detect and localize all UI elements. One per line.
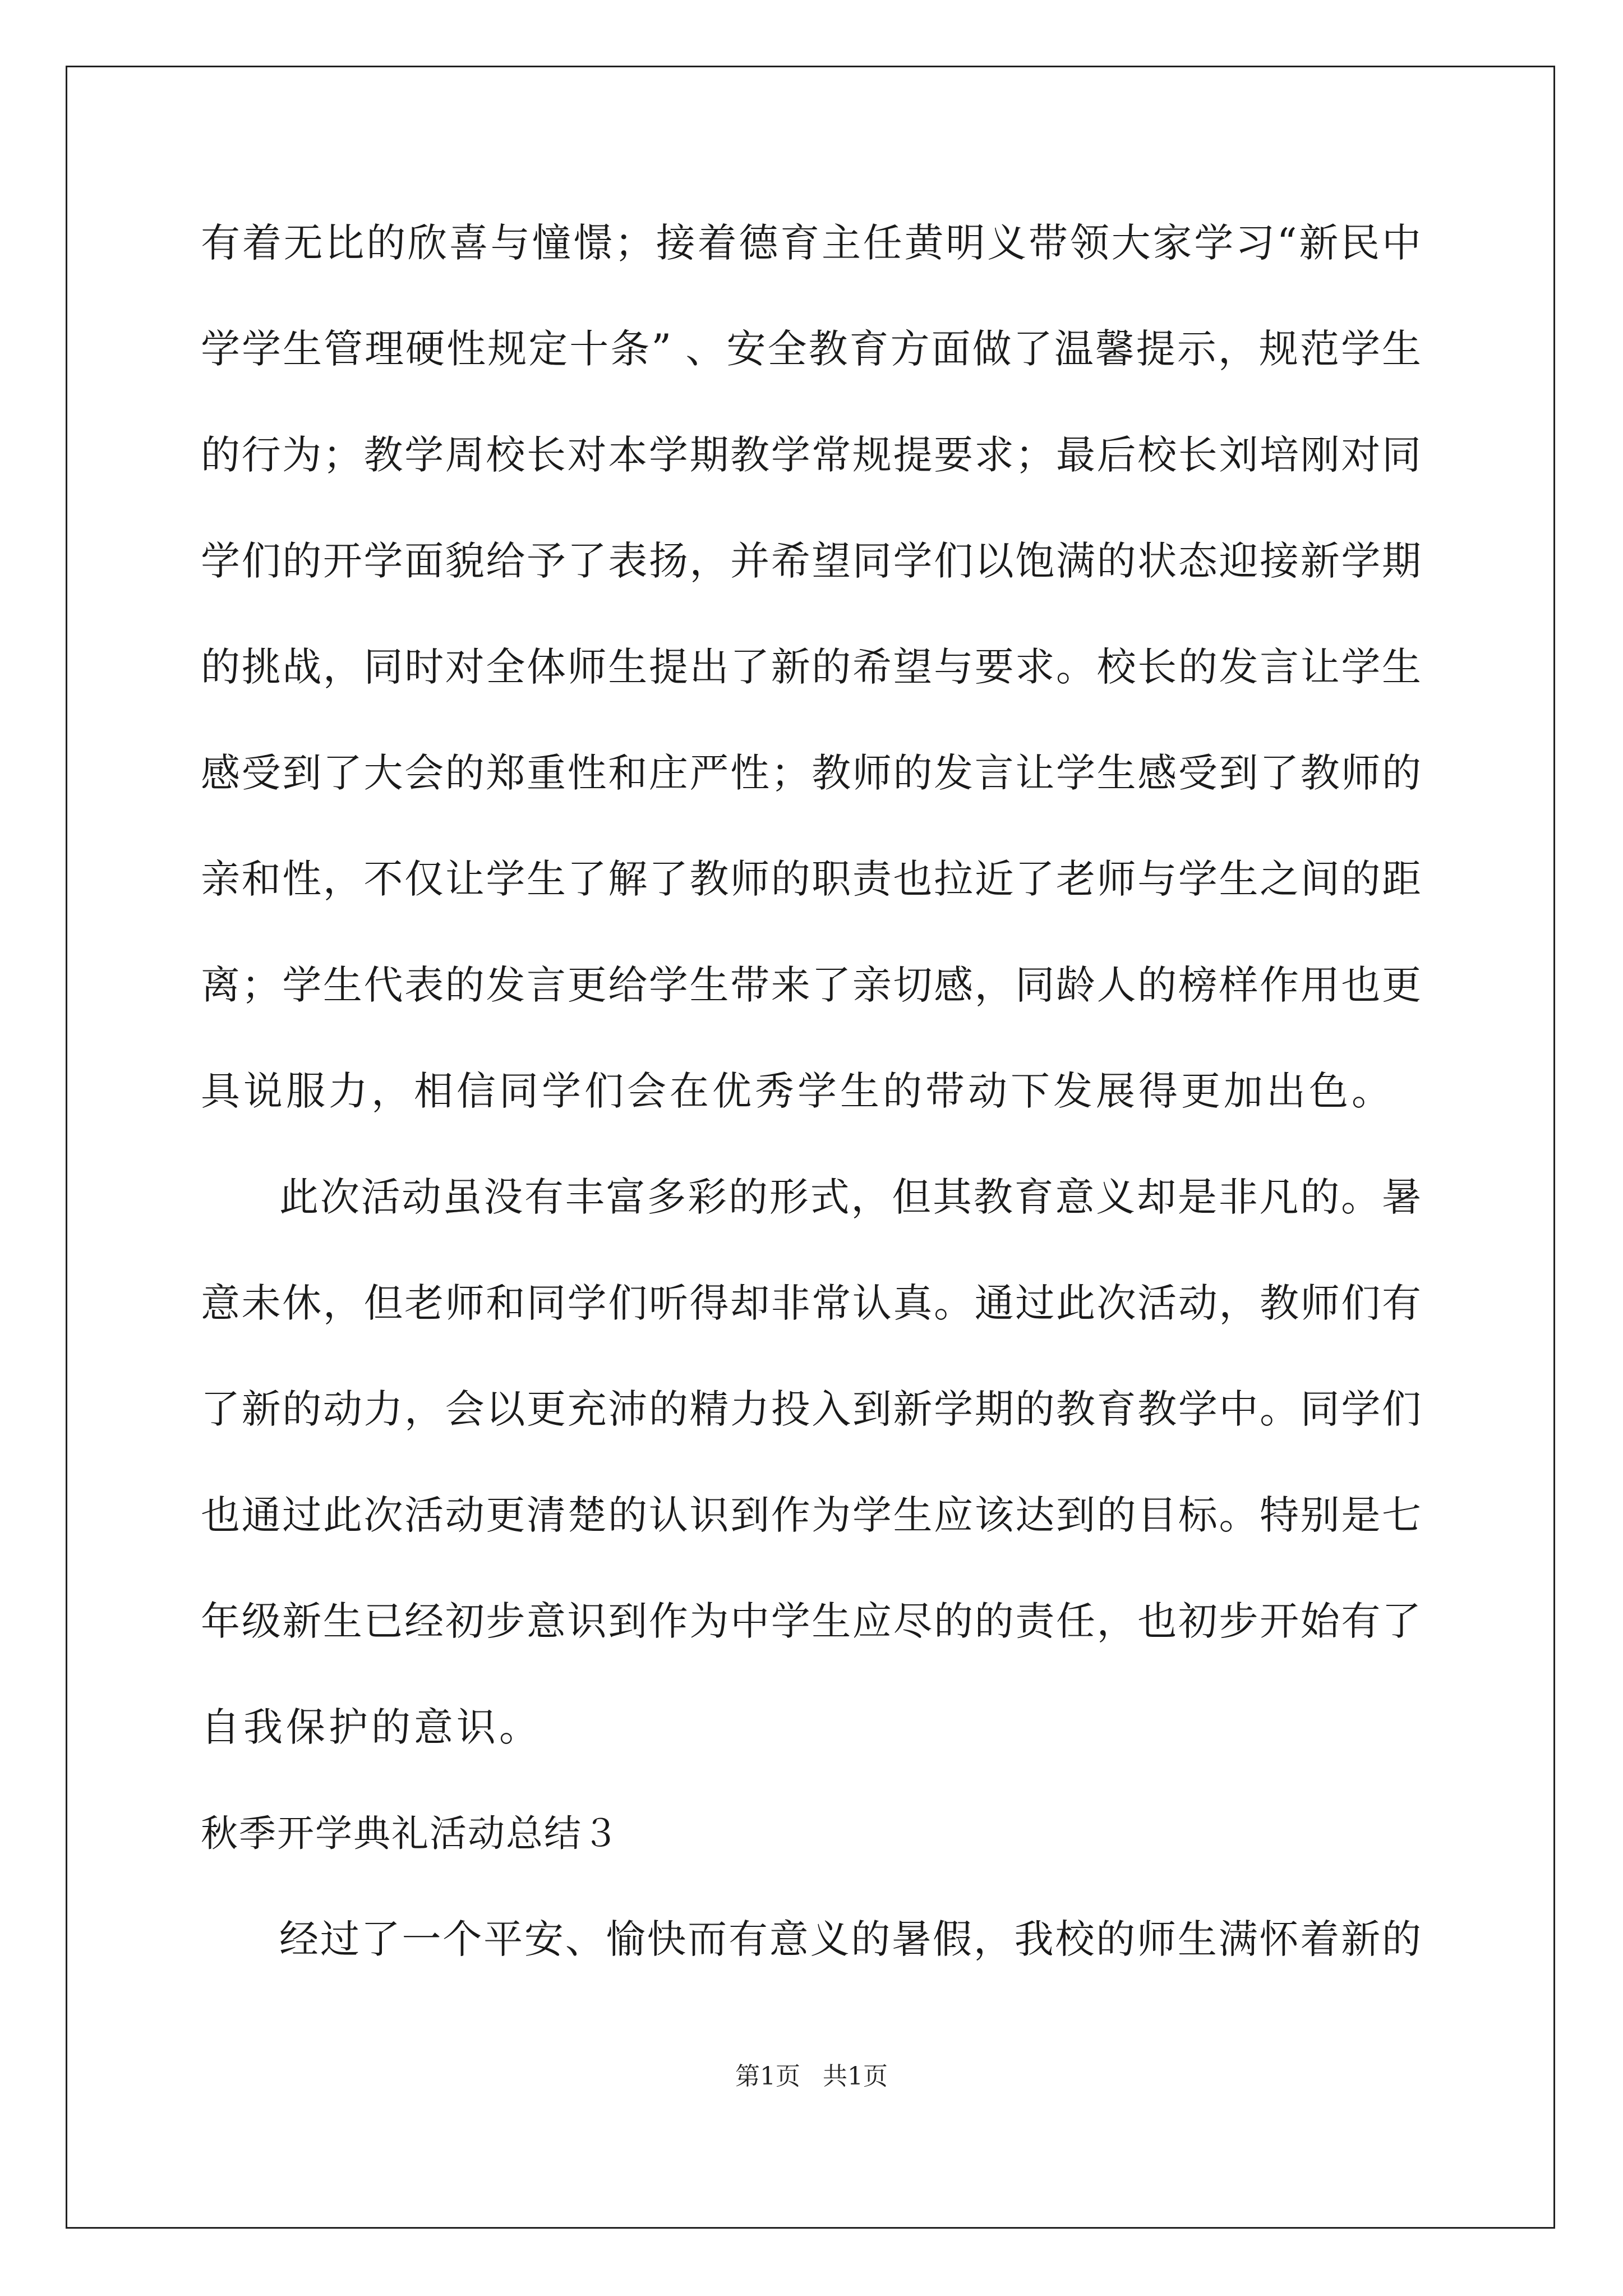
text-line: 也通过此次活动更清楚的认识到作为学生应该达到的目标。特别是七 (201, 1492, 1421, 1538)
text-line: 的行为；教学周校长对本学期教学常规提要求；最后校长刘培刚对同 (201, 432, 1421, 478)
text-line: 意未休，但老师和同学们听得却非常认真。通过此次活动，教师们有 (201, 1280, 1421, 1326)
text-line: 学学生管理硬性规定十条” 、安全教育方面做了温馨提示，规范学生 (201, 326, 1421, 372)
page-number: 第1页 (735, 2062, 800, 2091)
text-line: 有着无比的欣喜与憧憬；接着德育主任黄明义带领大家学习“新民中 (201, 220, 1421, 266)
text-line: 自我保护的意识。 (201, 1704, 542, 1750)
document-body (201, 214, 1421, 2016)
page-footer (0, 2060, 1623, 2093)
text-line: 学们的开学面貌给予了表扬，并希望同学们以饱满的状态迎接新学期 (201, 538, 1421, 584)
paragraph-first-line: 经过了一个平安、愉快而有意义的暑假，我校的师生满怀着新的 (279, 1916, 1421, 1962)
text-line: 年级新生已经初步意识到作为中学生应尽的的责任，也初步开始有了 (201, 1598, 1421, 1644)
text-line: 离；学生代表的发言更给学生带来了亲切感，同龄人的榜样作用也更 (201, 962, 1421, 1008)
text-line: 感受到了大会的郑重性和庄严性；教师的发言让学生感受到了教师的 (201, 750, 1421, 796)
section-heading: 秋季开学典礼活动总结３ (201, 1812, 620, 1855)
page-total: 共1页 (823, 2062, 888, 2091)
text-line: 具说服力，相信同学们会在优秀学生的带动下发展得更加出色。 (201, 1068, 1394, 1114)
text-line: 的挑战，同时对全体师生提出了新的希望与要求。校长的发言让学生 (201, 644, 1421, 690)
paragraph-first-line: 此次活动虽没有丰富多彩的形式，但其教育意义却是非凡的。暑 (279, 1174, 1421, 1220)
text-line: 了新的动力，会以更充沛的精力投入到新学期的教育教学中。同学们 (201, 1386, 1421, 1432)
text-line: 亲和性，不仅让学生了解了教师的职责也拉近了老师与学生之间的距 (201, 856, 1421, 902)
